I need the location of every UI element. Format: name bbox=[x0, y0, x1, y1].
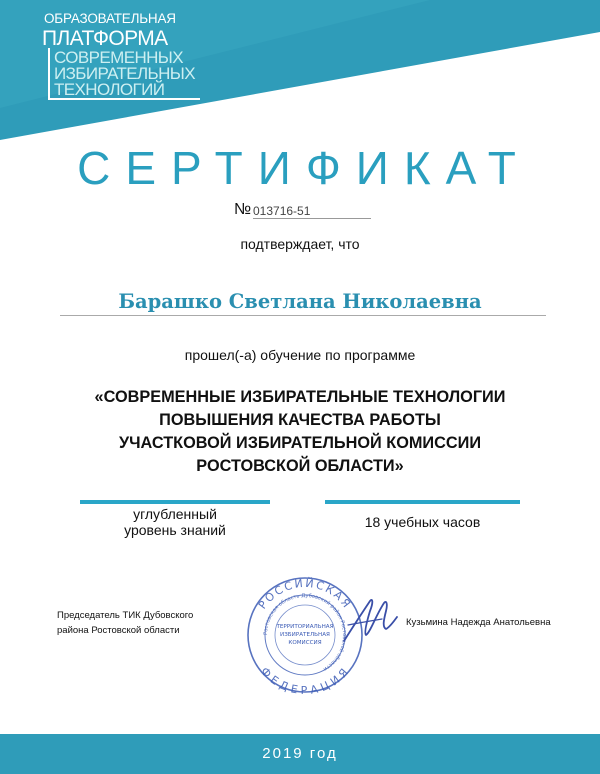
platform-logo bbox=[12, 8, 202, 100]
level-line: углубленный bbox=[133, 506, 217, 522]
program-line: УЧАСТКОВОЙ ИЗБИРАТЕЛЬНОЙ КОМИССИИ bbox=[118, 434, 482, 452]
number-sign: № bbox=[234, 201, 252, 218]
chair-line: района Ростовской области bbox=[57, 625, 180, 636]
level-line: уровень знаний bbox=[124, 522, 226, 538]
program-line: «СОВРЕМЕННЫЕ ИЗБИРАТЕЛЬНЫЕ ТЕХНОЛОГИИ bbox=[94, 388, 506, 406]
study-hours: 18 учебных часов bbox=[364, 514, 481, 530]
stamp-center-line: КОМИССИЯ bbox=[288, 640, 322, 646]
stamp-center-line: ТЕРРИТОРИАЛЬНАЯ bbox=[276, 624, 334, 630]
hours-bar bbox=[325, 500, 520, 504]
confirms-text: подтверждает, что bbox=[240, 236, 360, 252]
program-line: РОСТОВСКОЙ ОБЛАСТИ» bbox=[196, 457, 404, 475]
logo-line-2: ПЛАТФОРМА bbox=[42, 27, 168, 50]
level-bar bbox=[80, 500, 270, 504]
knowledge-level bbox=[80, 506, 270, 538]
program-line: ПОВЫШЕНИЯ КАЧЕСТВА РАБОТЫ bbox=[159, 411, 441, 429]
svg-text:ФЕДЕРАЦИЯ bbox=[258, 665, 352, 695]
stamp-inner-text: Ростовская область Дубовский район Ростовской области bbox=[262, 592, 348, 672]
certificate-title: СЕРТИФИКАТ bbox=[77, 142, 531, 194]
program-title bbox=[40, 386, 560, 478]
chair-line: Председатель ТИК Дубовского bbox=[57, 610, 194, 621]
completed-text: прошел(-а) обучение по программе bbox=[184, 347, 416, 363]
recipient-name: Барашко Светлана Николаевна bbox=[118, 290, 482, 313]
stamp-bottom-text: ФЕДЕРАЦИЯ bbox=[257, 664, 353, 695]
chair-title bbox=[57, 608, 193, 638]
logo-line-1: ОБРАЗОВАТЕЛЬНАЯ bbox=[44, 11, 176, 26]
logo-line-4: ИЗБИРАТЕЛЬНЫХ bbox=[54, 64, 195, 83]
recipient-underline bbox=[60, 315, 546, 316]
stamp-top-text: РОССИЙСКАЯ bbox=[255, 576, 355, 612]
certificate-number: 013716-51 bbox=[253, 204, 311, 218]
certificate-year: 2019 год bbox=[262, 745, 338, 762]
certificate-number-row bbox=[234, 201, 374, 221]
signature bbox=[340, 595, 400, 645]
logo-line-5: ТЕХНОЛОГИЙ bbox=[54, 80, 165, 99]
logo-line-3: СОВРЕМЕННЫХ bbox=[54, 48, 183, 67]
signer-name: Кузьмина Надежда Анатольевна bbox=[406, 617, 551, 628]
number-underline bbox=[253, 218, 371, 219]
stamp-center-line: ИЗБИРАТЕЛЬНАЯ bbox=[280, 632, 330, 638]
